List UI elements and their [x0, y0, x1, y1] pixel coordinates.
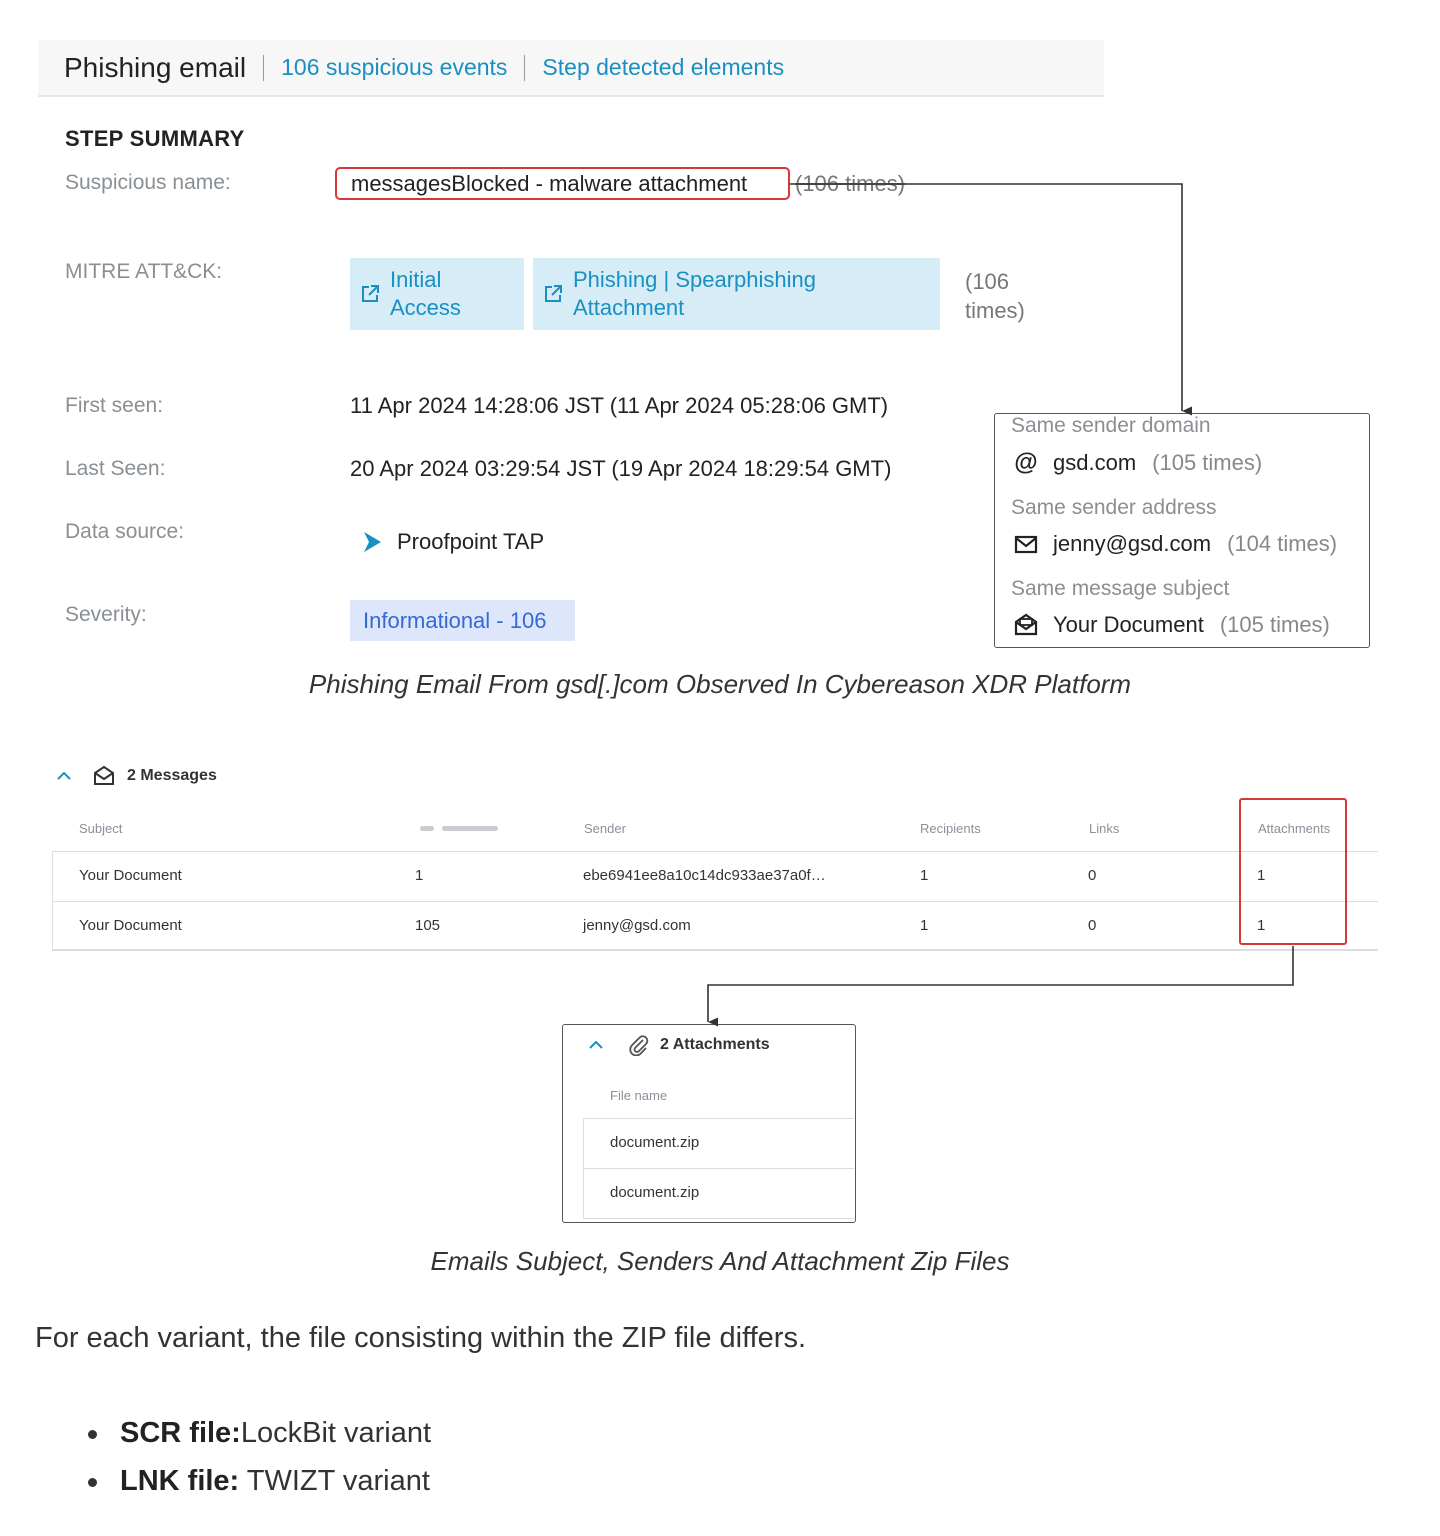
col-header-recipients[interactable]: Recipients — [920, 821, 981, 836]
same-domain-times: (105 times) — [1152, 450, 1263, 475]
list-item-text: LockBit variant — [240, 1417, 432, 1449]
list-item-label: LNK file: — [120, 1465, 240, 1497]
suspicious-name-value: messagesBlocked - malware attachment — [335, 167, 790, 200]
last-seen-label: Last Seen: — [65, 457, 166, 480]
mitre-tag-initial-access[interactable] — [350, 258, 524, 330]
external-link-icon — [360, 284, 380, 304]
page-title: Phishing email — [64, 51, 247, 83]
same-address-row[interactable] — [1013, 531, 1337, 557]
col-header-file-name[interactable]: File name — [610, 1088, 668, 1103]
first-seen-value: 11 Apr 2024 14:28:06 JST (11 Apr 2024 05:28:06 GMT) — [350, 393, 889, 418]
cell-subject[interactable]: Your Document — [79, 917, 182, 934]
messages-header[interactable] — [55, 765, 217, 787]
external-link-icon — [543, 284, 563, 304]
divider — [524, 55, 525, 81]
same-domain-value: gsd.com — [1053, 450, 1137, 475]
mitre-tag-spearphishing[interactable] — [533, 258, 940, 330]
step-summary-heading: STEP SUMMARY — [65, 126, 245, 151]
same-subject-times: (105 times) — [1219, 612, 1330, 637]
cell-subject[interactable]: Your Document — [79, 867, 182, 884]
severity-badge: Informational - 106 — [350, 600, 575, 641]
first-seen-label: First seen: — [65, 394, 164, 417]
mitre-times — [965, 267, 1025, 325]
mitre-tag-line: Phishing | Spearphishing — [573, 267, 816, 292]
attachments-table — [583, 1118, 854, 1219]
related-elements-panel — [994, 413, 1370, 648]
list-item — [88, 1411, 431, 1459]
list-item-label: SCR file: — [120, 1417, 241, 1449]
body-paragraph: For each variant, the file consisting within the ZIP file differs. — [35, 1322, 807, 1354]
mitre-tag-line: Initial — [390, 267, 442, 292]
same-domain-row[interactable] — [1013, 450, 1262, 476]
list-item-text: TWIZT variant — [239, 1465, 430, 1497]
cell-attachments[interactable]: 1 — [1257, 917, 1266, 934]
col-header-subject[interactable]: Subject — [79, 821, 123, 836]
suspicious-name-label: Suspicious name: — [65, 171, 231, 194]
same-subject-label: Same message subject — [1011, 577, 1230, 600]
data-source-value: Proofpoint TAP — [397, 529, 545, 554]
redacted-column-header — [420, 825, 500, 832]
cell-recipients: 1 — [920, 867, 929, 884]
mitre-tag-line: Access — [390, 295, 461, 320]
data-source-label: Data source: — [65, 520, 185, 543]
cell-links: 0 — [1088, 867, 1097, 884]
cell-file-name[interactable]: document.zip — [610, 1134, 700, 1151]
figure-caption: Emails Subject, Senders And Attachment Zip Files — [430, 1246, 1010, 1276]
same-subject-row[interactable] — [1013, 612, 1330, 638]
messages-title: 2 Messages — [127, 767, 217, 784]
paperclip-icon — [628, 1034, 650, 1056]
row-divider — [53, 901, 1378, 902]
mitre-label: MITRE ATT&CK: — [65, 260, 223, 283]
event-header — [38, 40, 1104, 97]
step-elements-link[interactable]: Step detected elements — [542, 54, 785, 80]
mitre-tag-line: Attachment — [573, 295, 685, 320]
attachments-title: 2 Attachments — [660, 1036, 770, 1053]
cell-recipients: 1 — [920, 917, 929, 934]
mail-icon — [1013, 531, 1039, 557]
mitre-times-line: (106 — [965, 269, 1010, 294]
cell-count: 105 — [415, 917, 441, 934]
col-header-links[interactable]: Links — [1089, 821, 1120, 836]
mail-open-icon — [1013, 612, 1039, 638]
proofpoint-arrow-icon — [360, 529, 386, 555]
col-header-attachments[interactable]: Attachments — [1258, 821, 1331, 836]
same-domain-label: Same sender domain — [1011, 414, 1211, 437]
attachments-header[interactable] — [588, 1034, 770, 1056]
severity-label: Severity: — [65, 603, 147, 626]
cell-sender[interactable]: jenny@gsd.com — [583, 917, 691, 934]
chevron-up-icon[interactable] — [588, 1037, 604, 1053]
mail-open-icon — [93, 765, 115, 787]
row-divider — [584, 1168, 854, 1169]
cell-file-name[interactable]: document.zip — [610, 1184, 700, 1201]
list-item — [88, 1459, 431, 1507]
same-address-label: Same sender address — [1011, 496, 1217, 519]
cell-links: 0 — [1088, 917, 1097, 934]
suspicious-name-times: (106 times) — [795, 171, 906, 196]
at-icon: @ — [1014, 449, 1038, 476]
cell-count: 1 — [415, 867, 424, 884]
same-subject-value: Your Document — [1053, 612, 1204, 637]
same-address-times: (104 times) — [1227, 531, 1338, 556]
cell-sender[interactable]: ebe6941ee8a10c14dc933ae37a0f… — [583, 867, 826, 884]
chevron-up-icon[interactable] — [55, 767, 73, 785]
cell-attachments[interactable]: 1 — [1257, 867, 1266, 884]
last-seen-value: 20 Apr 2024 03:29:54 JST (19 Apr 2024 18:29:54 GMT) — [350, 456, 892, 481]
suspicious-events-link[interactable]: 106 suspicious events — [281, 54, 508, 80]
variant-list — [88, 1411, 431, 1507]
attachments-column-highlight — [1239, 798, 1347, 945]
col-header-sender[interactable]: Sender — [584, 821, 626, 836]
mitre-times-line: times) — [965, 298, 1025, 323]
same-address-value: jenny@gsd.com — [1053, 531, 1212, 556]
messages-table — [52, 851, 1378, 951]
figure-caption: Phishing Email From gsd[.]com Observed In Cybereason XDR Platform — [308, 669, 1132, 699]
divider — [263, 55, 264, 81]
